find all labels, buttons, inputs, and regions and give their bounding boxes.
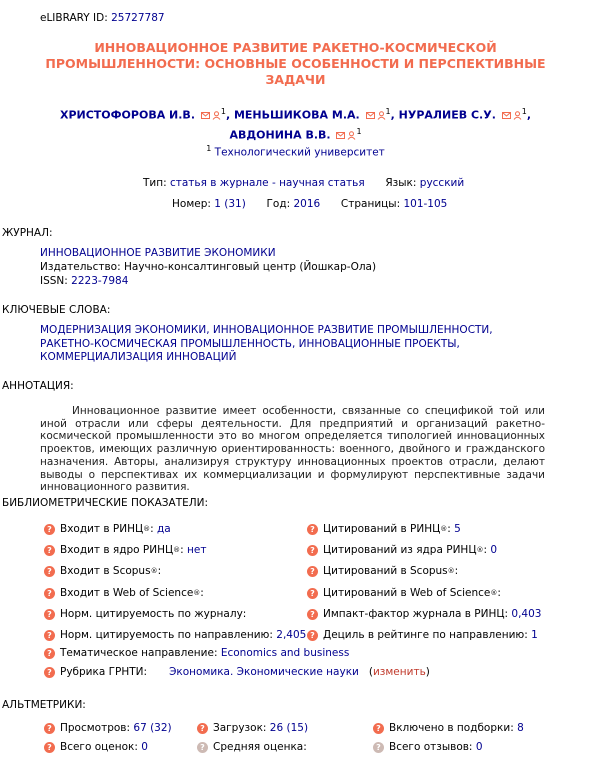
bibliometric-row (44, 523, 171, 535)
authors-list: ХРИСТОФОРОВА И.В. $^1$, МЕНЬШИКОВА М.А. $^1$, НУРАЛИЕВ С.У. $^1$, АВДОНИНА В.В. $^1$ (59, 107, 532, 142)
registered-mark: ® (490, 589, 498, 597)
elibrary-id-value: 25727787 (111, 12, 165, 24)
metric-label: Входит в ядро РИНЦ (60, 544, 174, 556)
issn-label: ISSN: (40, 275, 68, 287)
registered-mark: ® (476, 546, 484, 554)
author-affiliation-sup: 1 (521, 107, 527, 116)
question-circle-icon[interactable]: ? (44, 524, 55, 535)
metric-value[interactable]: 0 (490, 544, 498, 556)
bibliometric-row (44, 565, 164, 577)
metric-label: Импакт-фактор журнала в РИНЦ: (323, 608, 509, 620)
affiliation (0, 144, 591, 159)
person-icon[interactable] (513, 111, 522, 120)
metric-separator: : (150, 523, 154, 535)
question-circle-icon[interactable]: ? (197, 723, 208, 734)
issue-info-line (172, 198, 447, 210)
keyword-link[interactable]: МОДЕРНИЗАЦИЯ ЭКОНОМИКИ (40, 324, 207, 336)
question-circle-icon[interactable]: ? (197, 742, 208, 753)
author-link[interactable]: ХРИСТОФОРОВА И.В. (59, 108, 195, 122)
keywords-list: МОДЕРНИЗАЦИЯ ЭКОНОМИКИ, ИННОВАЦИОННОЕ РАЗВИТИЕ ПРОМЫШЛЕННОСТИ, РАКЕТНО-КОСМИЧЕСКАЯ ПРОМЫШЛЕННОСТЬ, ИННОВАЦИОННЫЕ ПРОЕКТЫ, КОММЕРЦИАЛИЗАЦИЯ ИННОВАЦИЙ (40, 324, 493, 363)
altmetrics-heading: АЛЬТМЕТРИКИ: (2, 699, 86, 711)
elibrary-id-label: eLIBRARY ID: (40, 12, 108, 24)
registered-mark: ® (440, 525, 448, 533)
metric-separator: : (454, 565, 459, 577)
metric-label: Средняя оценка: (213, 741, 307, 753)
bibliometric-row (44, 587, 207, 599)
envelope-icon[interactable] (502, 111, 511, 120)
affiliation-link[interactable]: Технологический университет (214, 146, 385, 159)
publisher-value: Научно-консалтинговый центр (Йошкар-Ола) (124, 261, 377, 273)
registered-mark: ® (143, 525, 151, 533)
altmetric-row (373, 741, 483, 753)
registered-mark: ® (193, 589, 201, 597)
keyword-link[interactable]: КОММЕРЦИАЛИЗАЦИЯ ИННОВАЦИЙ (40, 351, 237, 363)
question-circle-icon[interactable]: ? (307, 566, 318, 577)
metric-value[interactable]: нет (187, 544, 207, 556)
number-label: Номер: (172, 198, 211, 210)
registered-mark: ® (150, 567, 158, 575)
bibliometric-row (44, 608, 250, 620)
issn-value: 2223-7984 (71, 275, 129, 287)
type-label: Тип: (143, 177, 167, 189)
thematic-link[interactable]: Economics and business (220, 647, 350, 659)
altmetric-row (373, 722, 524, 734)
grnti-edit-link[interactable]: изменить (372, 666, 426, 678)
altmetric-row (44, 741, 148, 753)
question-circle-icon[interactable]: ? (44, 630, 55, 641)
question-circle-icon[interactable]: ? (44, 648, 55, 659)
elibrary-id (40, 12, 165, 24)
thematic-label: Тематическое направление: (60, 647, 218, 659)
question-circle-icon[interactable]: ? (307, 630, 318, 641)
metric-separator: : (497, 587, 501, 599)
metric-value[interactable]: 0 (141, 741, 148, 753)
metric-label: Цитирований в Web of Science (323, 587, 491, 599)
bibliometric-row (307, 629, 538, 641)
registered-mark: ® (173, 546, 181, 554)
question-circle-icon[interactable]: ? (44, 609, 55, 620)
number-link[interactable]: 1 (31) (214, 198, 246, 210)
question-circle-icon[interactable]: ? (44, 566, 55, 577)
abstract-text: Инновационное развитие имеет особенности, связанные со спецификой той или иной отрасли или сферы деятельности. Для предприятий и организаций ракетно-космической промышленности это во многом определяется типологией инновационных проектов, имеющих различную ориентированность: военного, двойного и гражданского назначения. Авторы, анализируя структуру инновационных проектов отрасли, делают выводы о перспективах их коммерциализации и формулируют перспективные задачи инновационного развития. (40, 405, 545, 494)
question-circle-icon[interactable]: ? (44, 588, 55, 599)
question-circle-icon[interactable]: ? (44, 667, 55, 678)
metric-label: Загрузок: (213, 722, 267, 734)
question-circle-icon[interactable]: ? (307, 588, 318, 599)
bibliometrics-heading: БИБЛИОМЕТРИЧЕСКИЕ ПОКАЗАТЕЛИ: (2, 497, 209, 509)
metric-separator: : (200, 587, 204, 599)
author-link[interactable]: МЕНЬШИКОВА М.А. (233, 108, 360, 122)
bibliometric-row (307, 544, 497, 556)
publisher-line (40, 261, 376, 273)
keywords-heading: КЛЮЧЕВЫЕ СЛОВА: (2, 304, 111, 316)
keyword-link[interactable]: ИННОВАЦИОННЫЕ ПРОЕКТЫ (298, 337, 457, 350)
metric-value[interactable]: 0 (475, 741, 483, 753)
metric-label: Всего отзывов: (389, 741, 473, 753)
metric-value[interactable]: 5 (454, 523, 461, 535)
metric-value[interactable]: 26 (15) (269, 722, 309, 734)
bibliometric-row (44, 629, 306, 641)
language-value: русский (419, 177, 465, 189)
metric-value[interactable]: 67 (32) (133, 722, 172, 734)
metric-label: Норм. цитируемость по направлению: (60, 629, 273, 641)
metric-value[interactable]: 8 (517, 722, 524, 734)
author-affiliation-sup: 1 (220, 107, 226, 116)
metric-label: Всего оценок: (60, 741, 138, 753)
metric-value[interactable]: да (157, 523, 171, 535)
thematic-row (44, 647, 349, 659)
envelope-icon[interactable] (366, 111, 375, 120)
issn-line (40, 275, 128, 287)
metric-value[interactable]: 1 (531, 629, 538, 641)
author-affiliation-sup: 1 (356, 126, 362, 136)
bibliometric-row (44, 544, 207, 556)
metric-label: Цитирований из ядра РИНЦ (323, 544, 477, 556)
abstract-heading: АННОТАЦИЯ: (2, 380, 74, 392)
bibliometric-row (307, 523, 461, 535)
grnti-label: Рубрика ГРНТИ: (60, 666, 148, 678)
envelope-icon[interactable] (336, 131, 345, 140)
journal-heading: ЖУРНАЛ: (2, 227, 53, 239)
question-circle-icon[interactable]: ? (44, 545, 55, 556)
metric-separator: : (483, 544, 488, 556)
metric-label: Входит в Web of Science (60, 587, 194, 599)
grnti-link[interactable]: Экономика. Экономические науки (169, 666, 359, 678)
keyword-link[interactable]: ИННОВАЦИОННОЕ РАЗВИТИЕ ПРОМЫШЛЕННОСТИ (212, 324, 490, 336)
keyword-link[interactable]: РАКЕТНО-КОСМИЧЕСКАЯ ПРОМЫШЛЕННОСТЬ (40, 337, 292, 350)
metric-value[interactable]: 2,405 (276, 629, 307, 641)
journal-link[interactable]: ИННОВАЦИОННОЕ РАЗВИТИЕ ЭКОНОМИКИ (40, 247, 276, 259)
altmetric-row (44, 722, 172, 734)
person-icon[interactable] (377, 111, 386, 120)
altmetric-row (197, 741, 310, 753)
altmetric-row (197, 722, 308, 734)
metric-label: Входит в РИНЦ (60, 523, 144, 535)
author-link[interactable]: АВДОНИНА В.В. (229, 128, 331, 142)
publisher-label: Издательство: (40, 261, 121, 273)
metric-label: Включено в подборки: (389, 722, 514, 734)
metric-label: Просмотров: (60, 722, 131, 734)
question-circle-icon[interactable]: ? (307, 545, 318, 556)
pages-label: Страницы: (340, 198, 401, 210)
question-circle-icon[interactable]: ? (44, 742, 55, 753)
year-value: 2016 (293, 198, 321, 210)
envelope-icon[interactable] (201, 111, 210, 120)
bibliometric-row (307, 608, 541, 620)
type-value: статья в журнале - научная статья (169, 177, 365, 189)
metric-label: Входит в Scopus (60, 565, 151, 577)
year-label: Год: (266, 198, 291, 210)
bibliometric-row (307, 587, 504, 599)
metric-label: Норм. цитируемость по журналу: (60, 608, 247, 620)
bibliometric-row (307, 565, 462, 577)
pages-value: 101-105 (403, 198, 448, 210)
article-title: ИННОВАЦИОННОЕ РАЗВИТИЕ РАКЕТНО-КОСМИЧЕСКОЙ ПРОМЫШЛЕННОСТИ: ОСНОВНЫЕ ОСОБЕННОСТИ И ПЕРСПЕКТИВНЫЕ ЗАДАЧИ (45, 40, 546, 87)
question-circle-icon[interactable]: ? (373, 742, 384, 753)
question-circle-icon[interactable]: ? (373, 723, 384, 734)
metric-value[interactable]: 0,403 (511, 608, 542, 620)
language-label: Язык: (385, 177, 417, 189)
metric-separator: : (447, 523, 451, 535)
grnti-row: ? Рубрика ГРНТИ: Экономика. Экономические науки ( изменить ) (44, 666, 430, 678)
metric-separator: : (180, 544, 184, 556)
metric-separator: : (157, 565, 162, 577)
person-icon[interactable] (212, 111, 221, 120)
question-circle-icon[interactable]: ? (44, 723, 55, 734)
registered-mark: ® (447, 567, 455, 575)
affiliation-sup: 1 (206, 144, 212, 153)
author-affiliation-sup: 1 (385, 107, 391, 116)
metric-label: Дециль в рейтинге по направлению: (323, 629, 528, 641)
metric-label: Цитирований в Scopus (323, 565, 448, 577)
article-type-line (143, 177, 464, 189)
question-circle-icon[interactable]: ? (307, 609, 318, 620)
metric-label: Цитирований в РИНЦ (323, 523, 441, 535)
question-circle-icon[interactable]: ? (307, 524, 318, 535)
author-link[interactable]: НУРАЛИЕВ С.У. (398, 108, 496, 122)
